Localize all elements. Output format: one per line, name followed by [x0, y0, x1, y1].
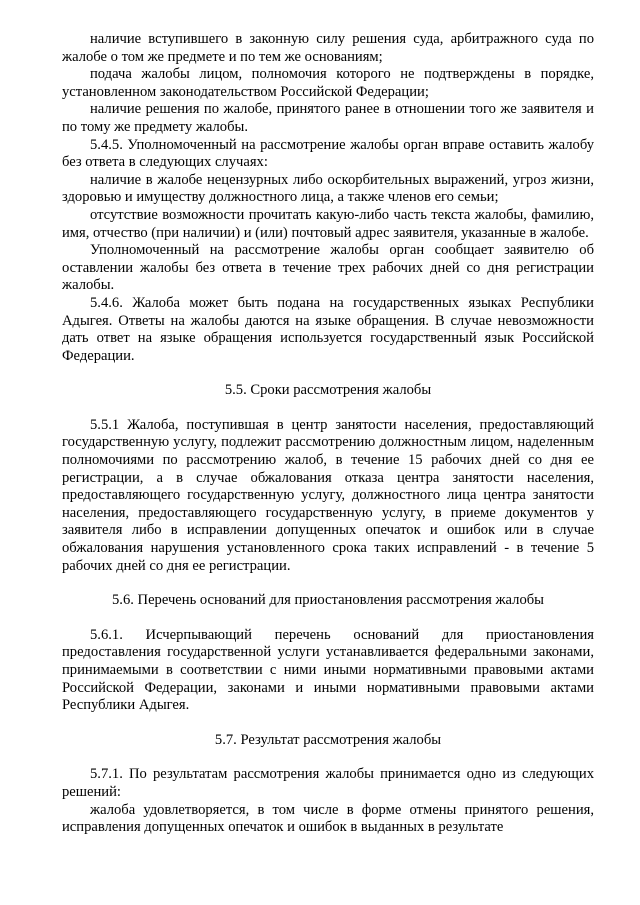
- paragraph-unreadable-text: отсутствие возможности прочитать какую-либо часть текста жалобы, фамилию, имя, отчество (при наличии) и (или) почтовый адрес заявителя, указанные в жалобе.: [62, 206, 594, 241]
- paragraph-5-4-6: 5.4.6. Жалоба может быть подана на государственных языках Республики Адыгея. Ответы на жалобы даются на языке обращения. В случае невозможности дать ответ на языке обращения используется государственный язык Российской Федерации.: [62, 294, 594, 364]
- paragraph-court-decision: наличие вступившего в законную силу решения суда, арбитражного суда по жалобе о том же предмете и по тем же основаниям;: [62, 31, 594, 65]
- paragraph-5-7-1: 5.7.1. По результатам рассмотрения жалобы принимается одно из следующих решений:: [62, 766, 594, 800]
- paragraph-5-5-1: 5.5.1 Жалоба, поступившая в центр занятости населения, предоставляющий государственную услугу, подлежит рассмотрению должностным лицом, наделенным полномочиями по рассмотрению жалоб, в течение 15 рабочих дней со дня ее регистрации, а в случае обжалования отказа центра занятости населения, предоставляющего государственную услугу, должностного лица центра занятости населения, предоставляющего государственную услугу, в приеме документов у заявителя либо в исправлении допущенных опечаток и ошибок или в случае обжалования нарушения установленного срока таких исправлений - в течение 5 рабочих дней со дня ее регистрации.: [62, 416, 594, 574]
- document-page: [62, 31, 594, 837]
- heading-5-6: 5.6. Перечень оснований для приостановления рассмотрения жалобы: [112, 592, 544, 609]
- paragraph-complaint-satisfied: жалоба удовлетворяется, в том числе в форме отмены принятого решения, исправления допущенных опечаток и ошибок в выданных в результате: [62, 801, 594, 836]
- paragraph-previous-decision: наличие решения по жалобе, принятого ранее в отношении того же заявителя и по тому же предмету жалобы.: [62, 101, 594, 135]
- heading-5-5: 5.5. Сроки рассмотрения жалобы: [224, 382, 432, 399]
- paragraph-notification: Уполномоченный на рассмотрение жалобы орган сообщает заявителю об оставлении жалобы без ответа в течение трех рабочих дней со дня регистрации жалобы.: [62, 242, 594, 294]
- paragraph-5-6-1: 5.6.1. Исчерпывающий перечень оснований для приостановления предоставления государственной услуги устанавливается федеральными законами, принимаемыми в соответствии с ними иными нормативными правовыми актами Российской Федерации, законами и иными нормативными правовыми актами Республики Адыгея.: [62, 626, 594, 714]
- paragraph-obscene-language: наличие в жалобе нецензурных либо оскорбительных выражений, угроз жизни, здоровью и имуществу должностного лица, а также членов его семьи;: [62, 171, 594, 206]
- paragraph-5-4-5: 5.4.5. Уполномоченный на рассмотрение жалобы орган вправе оставить жалобу без ответа в следующих случаях:: [62, 136, 594, 171]
- heading-5-7: 5.7. Результат рассмотрения жалобы: [214, 731, 442, 748]
- paragraph-unconfirmed-authority: подача жалобы лицом, полномочия которого не подтверждены в порядке, установленном законодательством Российской Федерации;: [62, 66, 594, 100]
